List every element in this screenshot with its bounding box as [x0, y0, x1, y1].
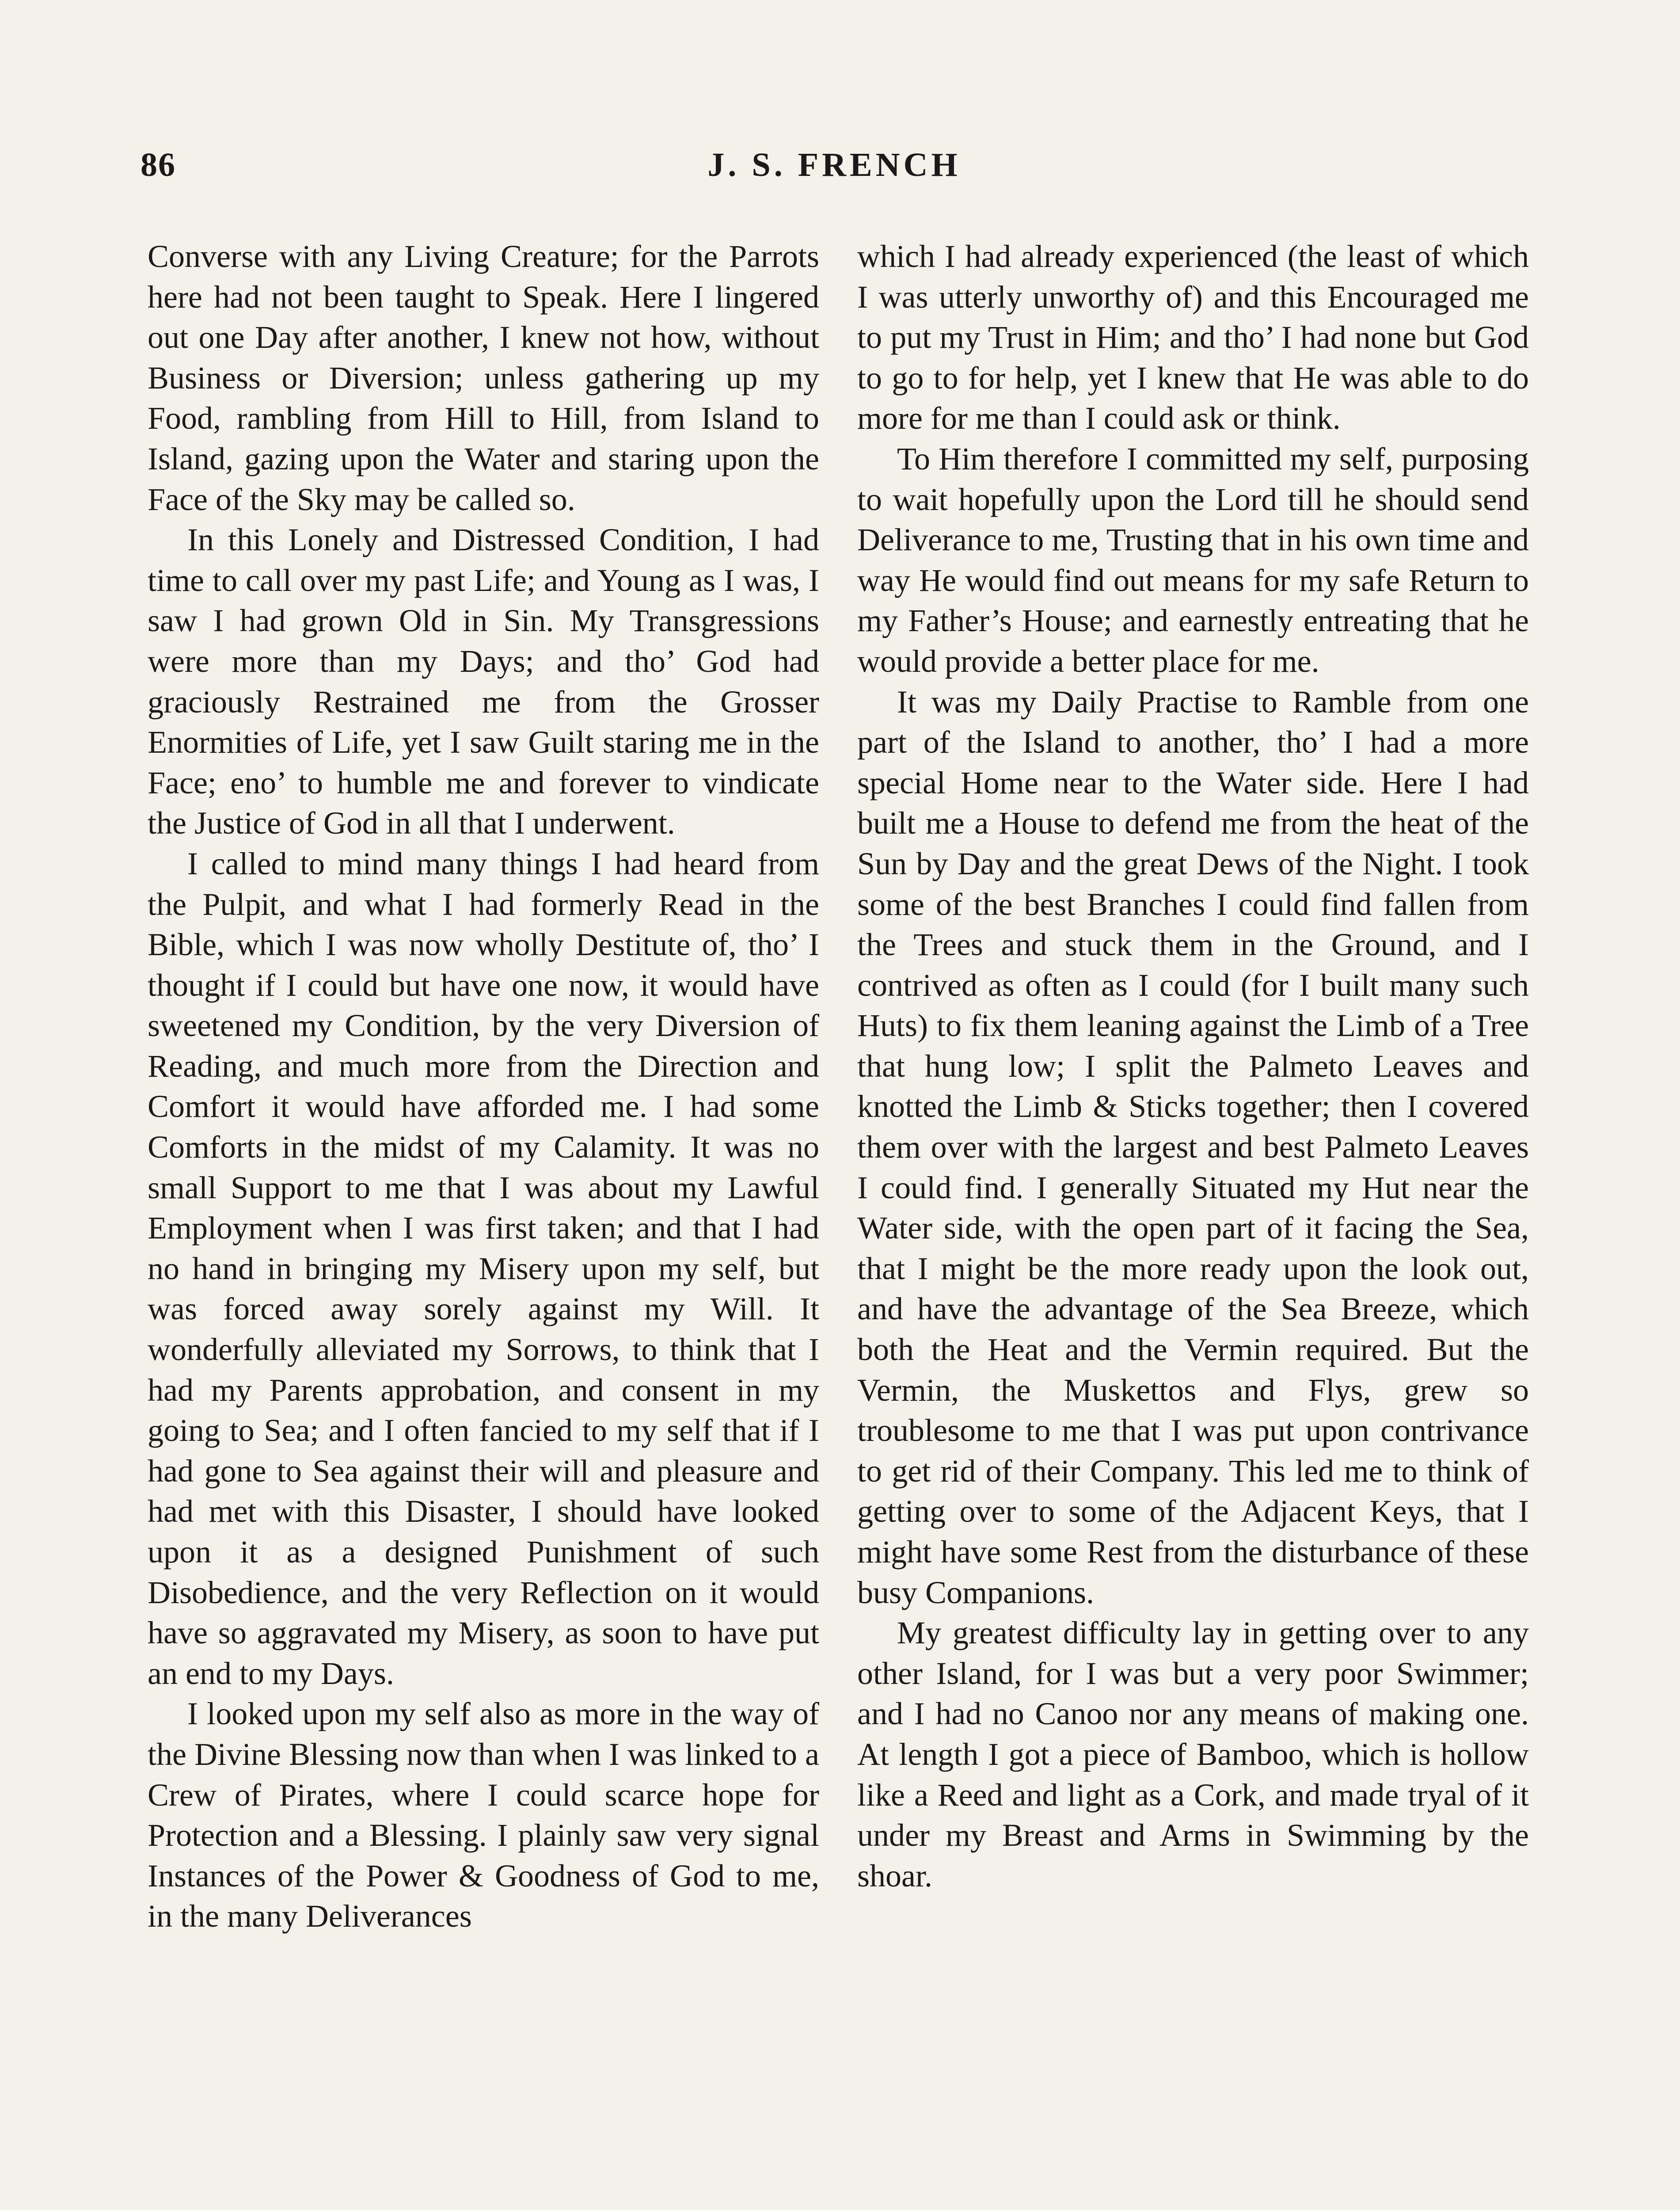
paragraph: My greatest difficulty lay in getting over to any other Island, for I was but a very poor Swimmer; and I had no Canoo nor any means of making one. At length I got a piece of Bamboo, which is hollow like a Reed and light as a Cork, and made tryal of it under my Breast and Arms in Swimming by the shoar.: [857, 1615, 1529, 1894]
page-number: 86: [141, 146, 176, 183]
paragraph: I looked upon my self also as more in the way of the Divine Blessing now than when I was linked to a Crew of Pirates, where I could scarce hope for Protection and a Blessing. I plainly saw very signal Instances of the Power & Goodness of God to me, in the many Deliverances: [148, 1696, 819, 1934]
paragraph: It was my Daily Practise to Ramble from one part of the Island to another, tho’ I had a more special Home near to the Water side. Here I had built me a House to defend me from the heat of the Sun by Day and the great Dews of the Night. I took some of the best Branches I could find fallen from the Trees and stuck them in the Ground, and I contrived as often as I could (for I built many such Huts) to fix them leaning against the Limb of a Tree that hung low; I split the Palmeto Leaves and knotted the Limb & Sticks together; then I covered them over with the largest and best Palmeto Leaves I could find. I generally Situated my Hut near the Water side, with the open part of it facing the Sea, that I might be the more ready upon the look out, and have the advantage of the Sea Breeze, which both the Heat and the Vermin required. But the Vermin, the Muskettos and Flys, grew so troublesome to me that I was put upon contrivance to get rid of their Company. This led me to think of getting over to some of the Adjacent Keys, that I might have some Rest from the disturbance of these busy Companions.: [857, 684, 1529, 1610]
page-header: [141, 146, 1528, 199]
running-head: J. S. FRENCH: [707, 146, 961, 183]
paragraph: Converse with any Living Creature; for the Parrots here had not been taught to Speak. Here I lingered out one Day after another, I knew not how, without Business or Diversion; unless gathering up my Food, rambling from Hill to Hill, from Island to Island, gazing upon the Water and staring upon the Face of the Sky may be called so.: [148, 239, 819, 517]
paragraph: In this Lonely and Distressed Condition, I had time to call over my past Life; and Young as I was, I saw I had grown Old in Sin. My Transgressions were more than my Days; and tho’ God had graciously Restrained me from the Grosser Enormities of Life, yet I saw Guilt staring me in the Face; eno’ to humble me and forever to vindicate the Justice of God in all that I underwent.: [148, 522, 819, 841]
paragraph: which I had already experienced (the least of which I was utterly unworthy of) and this Encouraged me to put my Trust in Him; and tho’ I had none but God to go to for help, yet I knew that He was able to do more for me than I could ask or think.: [857, 239, 1529, 436]
left-text-column: [148, 236, 819, 1937]
right-text-column: [857, 236, 1529, 1896]
paragraph: I called to mind many things I had heard from the Pulpit, and what I had formerly Read in the Bible, which I was now wholly Destitute of, tho’ I thought if I could but have one now, it would have sweetened my Condition, by the very Diversion of Reading, and much more from the Direction and Comfort it would have afforded me. I had some Comforts in the midst of my Calamity. It was no small Support to me that I was about my Lawful Employment when I was first taken; and that I had no hand in bringing my Misery upon my self, but was forced away sorely against my Will. It wonderfully alleviated my Sorrows, to think that I had my Parents approbation, and consent in my going to Sea; and I often fancied to my self that if I had gone to Sea against their will and pleasure and had met with this Disaster, I should have looked upon it as a designed Punishment of such Disobedience, and the very Reflection on it would have so aggravated my Misery, as soon to have put an end to my Days.: [148, 846, 819, 1691]
paragraph: To Him therefore I committed my self, purposing to wait hopefully upon the Lord till he should send Deliverance to me, Trusting that in his own time and way He would find out means for my safe Return to my Father’s House; and earnestly entreating that he would provide a better place for me.: [857, 441, 1529, 679]
